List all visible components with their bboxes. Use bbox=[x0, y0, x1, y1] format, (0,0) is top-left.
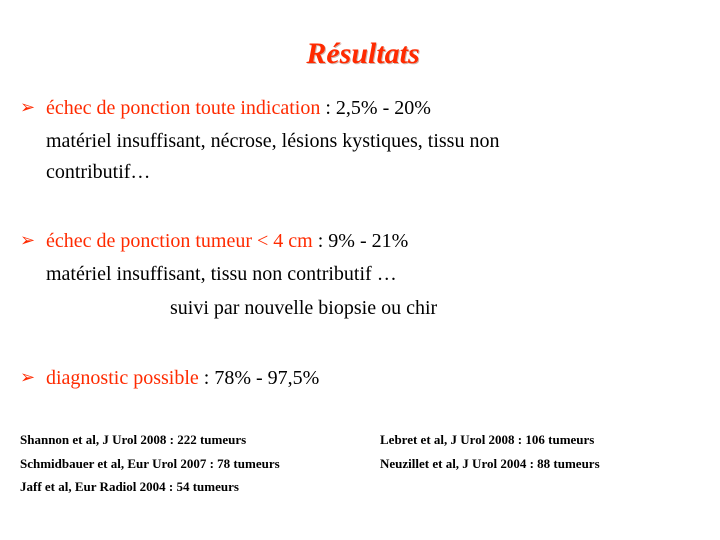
arrowhead-bullet-icon: ➢ bbox=[20, 230, 36, 251]
bullet-value: : 2,5% - 20% bbox=[320, 97, 431, 119]
bullet-value: : 78% - 97,5% bbox=[198, 367, 320, 389]
bullet-key: diagnostic possible bbox=[46, 367, 199, 389]
indented-line: suivi par nouvelle biopsie ou chir bbox=[170, 297, 438, 319]
bullet-diagnostic-possible bbox=[20, 364, 319, 392]
arrowhead-bullet-icon: ➢ bbox=[20, 97, 36, 118]
reference: Schmidbauer et al, Eur Urol 2007 : 78 tumeurs bbox=[20, 456, 280, 471]
bullet-value: : 9% - 21% bbox=[312, 230, 409, 252]
reference: Jaff et al, Eur Radiol 2004 : 54 tumeurs bbox=[20, 479, 239, 494]
bullet-key: échec de ponction toute indication bbox=[46, 97, 321, 119]
bullet-failure-small-tumor bbox=[20, 227, 408, 255]
reference: Lebret et al, J Urol 2008 : 106 tumeurs bbox=[380, 432, 595, 447]
bullet-key: échec de ponction tumeur < 4 cm bbox=[46, 230, 313, 252]
arrowhead-bullet-icon: ➢ bbox=[20, 367, 36, 388]
bullet-failure-all-indications bbox=[20, 94, 431, 122]
reference: Shannon et al, J Urol 2008 : 222 tumeurs bbox=[20, 432, 247, 447]
detail-line: matériel insuffisant, nécrose, lésions kystiques, tissu non bbox=[46, 130, 500, 152]
reference: Neuzillet et al, J Urol 2004 : 88 tumeurs bbox=[380, 456, 600, 471]
detail-line: contributif… bbox=[46, 161, 151, 183]
slide-title: Résultats bbox=[306, 37, 420, 70]
detail-line: matériel insuffisant, tissu non contributif … bbox=[46, 263, 397, 285]
